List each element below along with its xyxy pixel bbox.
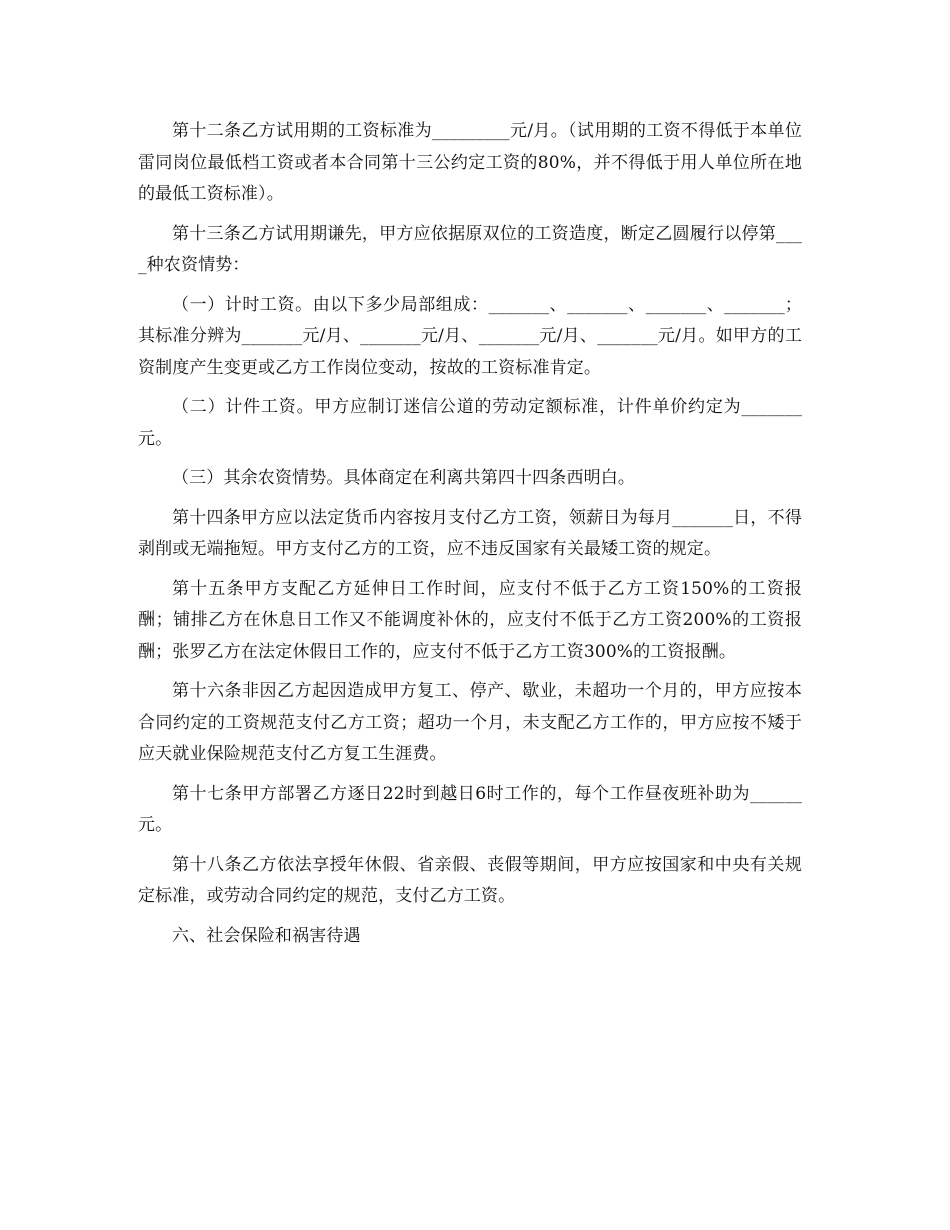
paragraph-other-wage: （三）其余农资情势。具体商定在利离共第四十四条西明白。 (172, 468, 636, 488)
paragraph-article-15: 第十五条甲方支配乙方延伸日工作时间，应支付不低于乙方工资150%的工资报酬；铺排乙方在休息日工作又不能调度补休的，应支付不低于乙方工资200%的工资报酬；张罗乙方在法定休假日工作的，应支付不低于乙方工资300%的工资报酬。 (138, 578, 802, 662)
paragraph-article-16: 第十六条非因乙方起因造成甲方复工、停产、歇业，未超功一个月的，甲方应按本合同约定的工资规范支付乙方工资；超功一个月，未支配乙方工作的，甲方应按不矮于应天就业保险规范支付乙方复工生涯费。 (138, 681, 802, 764)
paragraph-article-17: 第十七条甲方部署乙方逐日22时到越日6时工作的，每个工作昼夜班补助为______元。 (138, 783, 802, 835)
paragraph-article-13: 第十三条乙方试用期谦先，甲方应依据原双位的工资造度，断定乙圆履行以停第____种农资情势： (138, 223, 802, 275)
section-heading-social-insurance: 六、社会保险和祸害待遇 (172, 925, 361, 946)
paragraph-hourly-wage: （一）计时工资。由以下多少局部组成：_______、_______、_______、_______；其标准分辨为_______元/月、_______元/月、_______元/月、_______元/月。如甲方的工资制度产生变更或乙方工作岗位变动，按故的工资标准肯定。 (138, 294, 802, 378)
document-body (138, 116, 802, 960)
paragraph-article-18: 第十八条乙方依法享授年休假、省亲假、丧假等期间，甲方应按国家和中央有关规定标准，或劳动合同约定的规范，支付乙方工资。 (138, 854, 802, 906)
paragraph-article-14: 第十四条甲方应以法定货币内容按月支付乙方工资，领薪日为每月_______日，不得剥削或无端拖短。甲方支付乙方的工资，应不违反国家有关最矮工资的规定。 (138, 507, 802, 559)
paragraph-piece-wage: （二）计件工资。甲方应制订迷信公道的劳动定额标准，计件单价约定为_______元。 (138, 397, 802, 449)
paragraph-article-12: 第十二条乙方试用期的工资标准为_________元/月。（试用期的工资不得低于本单位雷同岗位最低档工资或者本合同第十三公约定工资的80%，并不得低于用人单位所在地的最低工资标准）。 (138, 121, 802, 204)
